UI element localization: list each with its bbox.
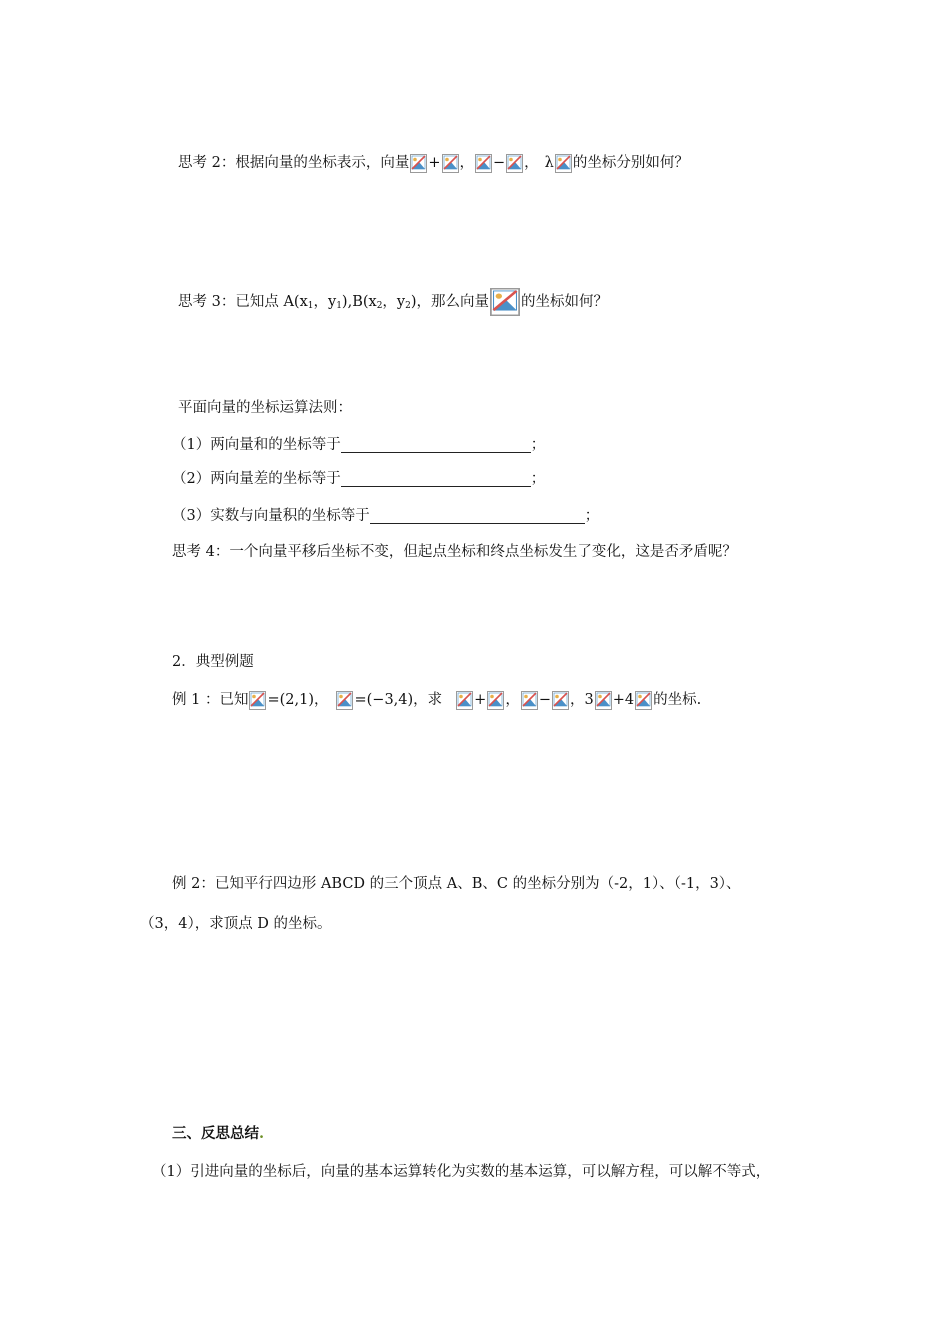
example1-line (172, 690, 701, 710)
vector-b-image-icon (506, 154, 523, 173)
example2-line1: 例 2：已知平行四边形 ABCD 的三个顶点 A、B、C 的坐标分别为（-2，1）、（-1，3）、 (172, 876, 741, 892)
think2-line (178, 153, 689, 173)
vector-a-image-icon (410, 154, 427, 173)
vector-b-image-icon (336, 691, 353, 710)
think3-text: ，y (382, 294, 406, 310)
section2-heading: 2．典型例题 (172, 654, 254, 670)
example1-minus: − (538, 692, 551, 708)
section3-title: 三、反思总结 (172, 1125, 259, 1142)
think2-minus: − (493, 155, 506, 171)
example1-b-value: =(−3,4)，求 (354, 692, 443, 708)
think3-suffix: 的坐标如何？ (521, 294, 609, 310)
vector-b-image-icon (487, 691, 504, 710)
answer-blank[interactable] (370, 509, 585, 524)
subscript: 2 (376, 301, 383, 311)
think2-comma2: ， (524, 155, 539, 171)
rule-item (172, 435, 545, 455)
answer-blank[interactable] (341, 472, 531, 487)
think2-suffix: 的坐标分别如何？ (572, 155, 689, 171)
vector-a-image-icon (521, 691, 538, 710)
example2-line2: （3，4），求顶点 D 的坐标。 (140, 916, 332, 932)
vector-a-image-icon (595, 691, 612, 710)
section3-item1: （1）引进向量的坐标后，向量的基本运算转化为实数的基本运算，可以解方程，可以解不等式， (152, 1164, 771, 1180)
example1-prefix: 例 1 ：已知 (172, 692, 249, 708)
rules-title: 平面向量的坐标运算法则： (178, 400, 352, 416)
example1-a-value: =(2,1)， (267, 692, 329, 708)
rule-item (172, 469, 545, 489)
vector-a-image-icon (456, 691, 473, 710)
example1-plus2: +4 (612, 692, 635, 708)
think4-line: 思考 4：一个向量平移后坐标不变，但起点坐标和终点坐标发生了变化，这是否矛盾呢？ (172, 544, 737, 560)
think3-text: ),B(x (341, 294, 377, 310)
rule-end: ； (584, 508, 600, 524)
think3-line (178, 288, 608, 316)
subscript: 1 (307, 301, 314, 311)
rule-label: （3）实数与向量积的坐标等于 (172, 508, 370, 524)
think3-text: )，那么向量 (410, 294, 490, 310)
vector-a-image-icon (249, 691, 266, 710)
section3-heading (172, 1124, 264, 1144)
rule-label: （1）两向量和的坐标等于 (172, 437, 341, 453)
example1-plus: + (474, 692, 487, 708)
section3-dot: . (259, 1125, 265, 1142)
vector-b-image-icon (442, 154, 459, 173)
answer-blank[interactable] (341, 438, 531, 453)
vector-a-image-icon (475, 154, 492, 173)
example1-comma2: ，3 (569, 692, 594, 708)
rule-end: ； (530, 437, 546, 453)
example1-suffix: 的坐标. (653, 692, 702, 708)
subscript: 2 (405, 301, 411, 311)
think2-lambda: λ (544, 155, 554, 171)
think2-plus: + (428, 155, 441, 171)
think3-text: ，y (313, 294, 337, 310)
example1-comma: ， (505, 692, 520, 708)
think2-prefix: 思考 2：根据向量的坐标表示，向量 (178, 155, 410, 171)
rule-item (172, 506, 599, 526)
rule-label: （2）两向量差的坐标等于 (172, 471, 341, 487)
vector-b-image-icon (635, 691, 652, 710)
subscript: 1 (336, 301, 342, 311)
think3-prefix: 思考 3：已知点 A(x (178, 294, 308, 310)
think2-comma: ， (459, 155, 474, 171)
rule-end: ； (530, 471, 546, 487)
vector-b-image-icon (552, 691, 569, 710)
vector-a-image-icon (555, 154, 572, 173)
vector-ab-image-icon (490, 288, 520, 316)
